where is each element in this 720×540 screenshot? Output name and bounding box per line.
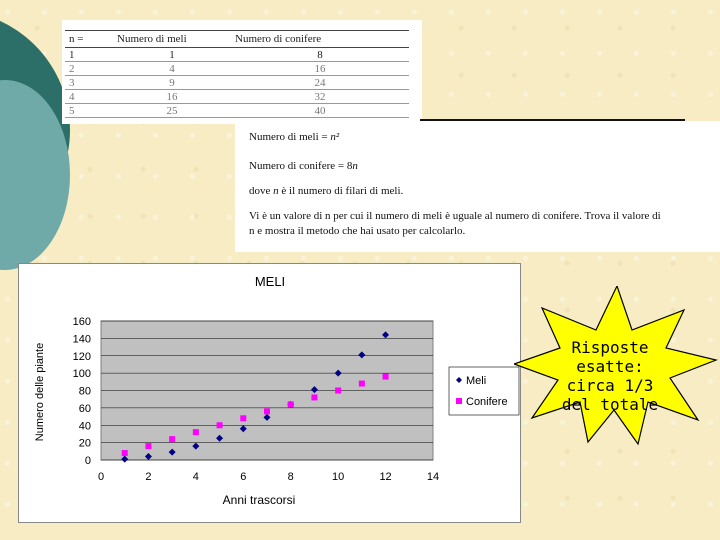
conifere-point	[288, 401, 294, 407]
x-tick-label: 0	[97, 471, 105, 483]
formula-conifere	[249, 160, 358, 172]
cell-n: 5	[65, 104, 113, 118]
legend-marker-conifere	[456, 398, 462, 404]
callout-line-1: Risposte	[571, 338, 649, 357]
cell-n: 3	[65, 76, 113, 90]
x-tick-label: 14	[426, 471, 440, 483]
y-tick-label: 160	[72, 316, 91, 328]
table-row	[65, 76, 409, 90]
x-tick-label: 4	[192, 471, 199, 483]
table-row	[65, 104, 409, 118]
cell-conifere: 32	[231, 90, 409, 104]
cell-meli: 9	[113, 76, 231, 90]
x-axis-label: Anni trascorsi	[222, 493, 296, 507]
conifere-point	[122, 450, 128, 456]
dove-var: n	[273, 185, 279, 197]
table-row	[65, 48, 409, 62]
question-line-2: n e mostra il metodo che hai usato per calcolarlo.	[249, 225, 466, 237]
cell-meli: 16	[113, 90, 231, 104]
conifere-point	[383, 374, 389, 380]
x-tick-label: 8	[287, 471, 294, 483]
cell-conifere: 24	[231, 76, 409, 90]
cell-conifere: 40	[231, 104, 409, 118]
header-conifere: Numero di conifere	[231, 31, 409, 48]
chart-panel	[18, 263, 521, 523]
x-tick-label: 2	[145, 471, 152, 483]
x-tick-label: 10	[332, 471, 345, 483]
formula-conifere-var: n	[352, 160, 358, 172]
formula-meli-expr: n²	[330, 131, 340, 143]
conifere-point	[169, 436, 175, 442]
data-table-panel	[62, 20, 422, 124]
callout-line-3: circa 1/3	[566, 376, 654, 395]
y-tick-label: 140	[72, 333, 91, 346]
x-tick-label: 6	[240, 471, 247, 483]
y-tick-label: 100	[72, 368, 91, 381]
conifere-point	[240, 415, 246, 421]
conifere-point	[359, 381, 365, 387]
y-tick-label: 40	[78, 420, 91, 433]
y-tick-label: 120	[72, 350, 91, 363]
cell-meli: 1	[113, 48, 231, 62]
header-n: n =	[65, 31, 113, 48]
cell-n: 4	[65, 90, 113, 104]
x-tick-label: 12	[379, 471, 392, 483]
formula-meli-label: Numero di meli =	[249, 131, 331, 143]
cell-meli: 25	[113, 104, 231, 118]
callout-line-4: del totale	[561, 395, 659, 414]
cell-n: 2	[65, 62, 113, 76]
table-body	[65, 48, 409, 118]
chart-title: MELI	[254, 274, 286, 289]
conifere-point	[193, 429, 199, 435]
formula-conifere-label: Numero di conifere = 8	[249, 160, 353, 172]
callout-line-2: esatte:	[576, 357, 644, 376]
cell-n: 1	[65, 48, 113, 62]
callout-text	[554, 338, 666, 414]
data-table	[65, 30, 409, 118]
cell-conifere: 8	[231, 48, 409, 62]
formula-panel	[235, 121, 720, 252]
y-axis-label: Numero delle piante	[34, 342, 46, 442]
formula-dove	[249, 185, 403, 197]
legend-label: Conifere	[466, 396, 508, 408]
table-row	[65, 62, 409, 76]
cell-meli: 4	[113, 62, 231, 76]
table-row	[65, 90, 409, 104]
conifere-point	[145, 443, 151, 449]
cell-conifere: 16	[231, 62, 409, 76]
conifere-point	[311, 394, 317, 400]
conifere-point	[335, 388, 341, 394]
conifere-point	[264, 408, 270, 414]
y-tick-label: 60	[78, 402, 91, 415]
y-tick-label: 20	[78, 437, 91, 450]
scatter-chart	[19, 264, 520, 522]
legend-label: Meli	[466, 375, 487, 387]
question-line-1: Vi è un valore di n per cui il numero di meli è uguale al numero di conifere. Trova il valore di	[249, 210, 661, 222]
y-tick-label: 80	[78, 385, 91, 398]
dove-prefix: dove	[249, 185, 274, 197]
formula-meli	[249, 131, 339, 143]
conifere-point	[217, 422, 223, 428]
table-header-row	[65, 31, 409, 48]
y-tick-label: 0	[84, 455, 91, 467]
legend-marker-meli	[456, 377, 462, 383]
dove-suffix: è il numero di filari di meli.	[278, 185, 404, 197]
header-meli: Numero di meli	[113, 31, 231, 48]
